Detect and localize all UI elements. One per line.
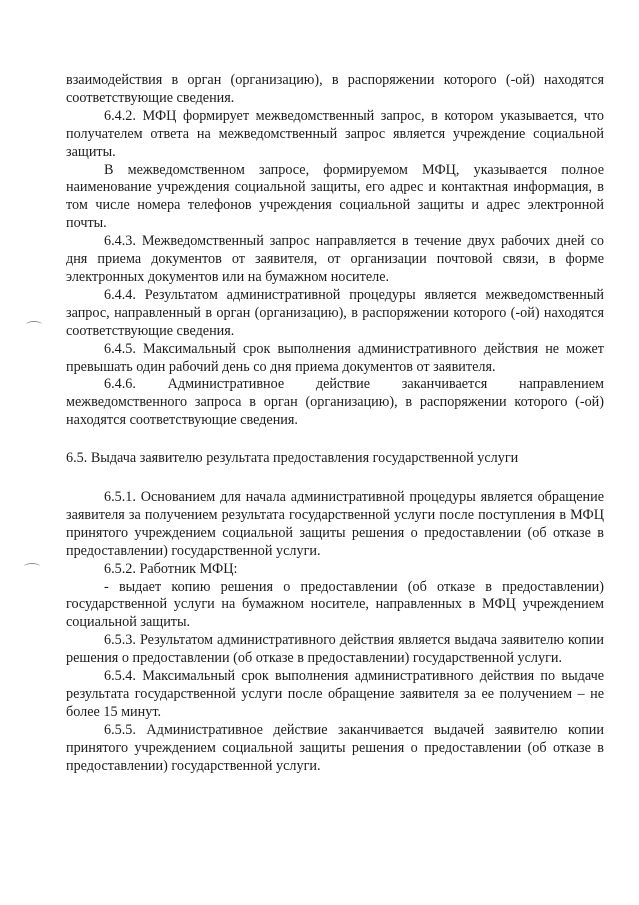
paragraph: 6.5.5. Административное действие заканчивается выдачей заявителю копии принятого учреждением социальной защиты решения о предоставлении (об отказе в предоставлении) государственной услуги.	[66, 721, 604, 774]
punch-hole-mark	[26, 321, 42, 328]
paragraph: - выдает копию решения о предоставлении (об отказе в предоставлении) государственной услуги на бумажном носителе, направленных в МФЦ учреждением социальной защиты.	[66, 578, 604, 631]
paragraph: В межведомственном запросе, формируемом МФЦ, указывается полное наименование учреждения социальной защиты, его адрес и контактная информация, в том числе номера телефонов учреждения социальной защиты и адрес электронной почты.	[66, 161, 604, 232]
section-heading: 6.5. Выдача заявителю результата предоставления государственной услуги	[66, 450, 519, 467]
document-body	[66, 72, 604, 776]
paragraph: 6.5.4. Максимальный срок выполнения административного действия по выдаче результата государственной услуги после обращение заявителя за ее получением – не более 15 минут.	[66, 668, 604, 720]
paragraph: взаимодействия в орган (организацию), в распоряжении которого (-ой) находятся соответствующие сведения.	[66, 72, 604, 106]
paragraph: 6.4.4. Результатом административной процедуры является межведомственный запрос, направленный в орган (организацию), в распоряжении которого (-ой) находятся соответствующие сведения.	[66, 286, 604, 339]
paragraph: 6.5.1. Основанием для начала административной процедуры является обращение заявителя за получением результата государственной услуги после поступления в МФЦ принятого учреждением социальной защиты решения о предоставлении (об отказе в предоставлении) государственной услуги.	[66, 489, 604, 559]
paragraph: 6.4.5. Максимальный срок выполнения административного действия не может превышать один рабочий день со дня приема документов от заявителя.	[66, 340, 604, 375]
paragraph: 6.4.2. МФЦ формирует межведомственный запрос, в котором указывается, что получателем ответа на межведомственный запрос является учреждение социальной защиты.	[66, 107, 604, 160]
paragraph: 6.4.3. Межведомственный запрос направляется в течение двух рабочих дней со дня приема документов от заявителя, от организации почтовой связи, в форме электронных документов или на бумажном носителе.	[66, 233, 604, 285]
paragraph: 6.4.6. Административное действие заканчивается направлением межведомственного запроса в орган (организацию), в распоряжении которого (-ой) находятся соответствующие сведения.	[66, 376, 604, 429]
paragraph: 6.5.3. Результатом административного действия является выдача заявителю копии решения о предоставлении (об отказе в предоставлении) государственной услуги.	[66, 632, 604, 667]
paragraph: 6.5.2. Работник МФЦ:	[104, 560, 238, 577]
punch-hole-mark	[24, 563, 40, 570]
